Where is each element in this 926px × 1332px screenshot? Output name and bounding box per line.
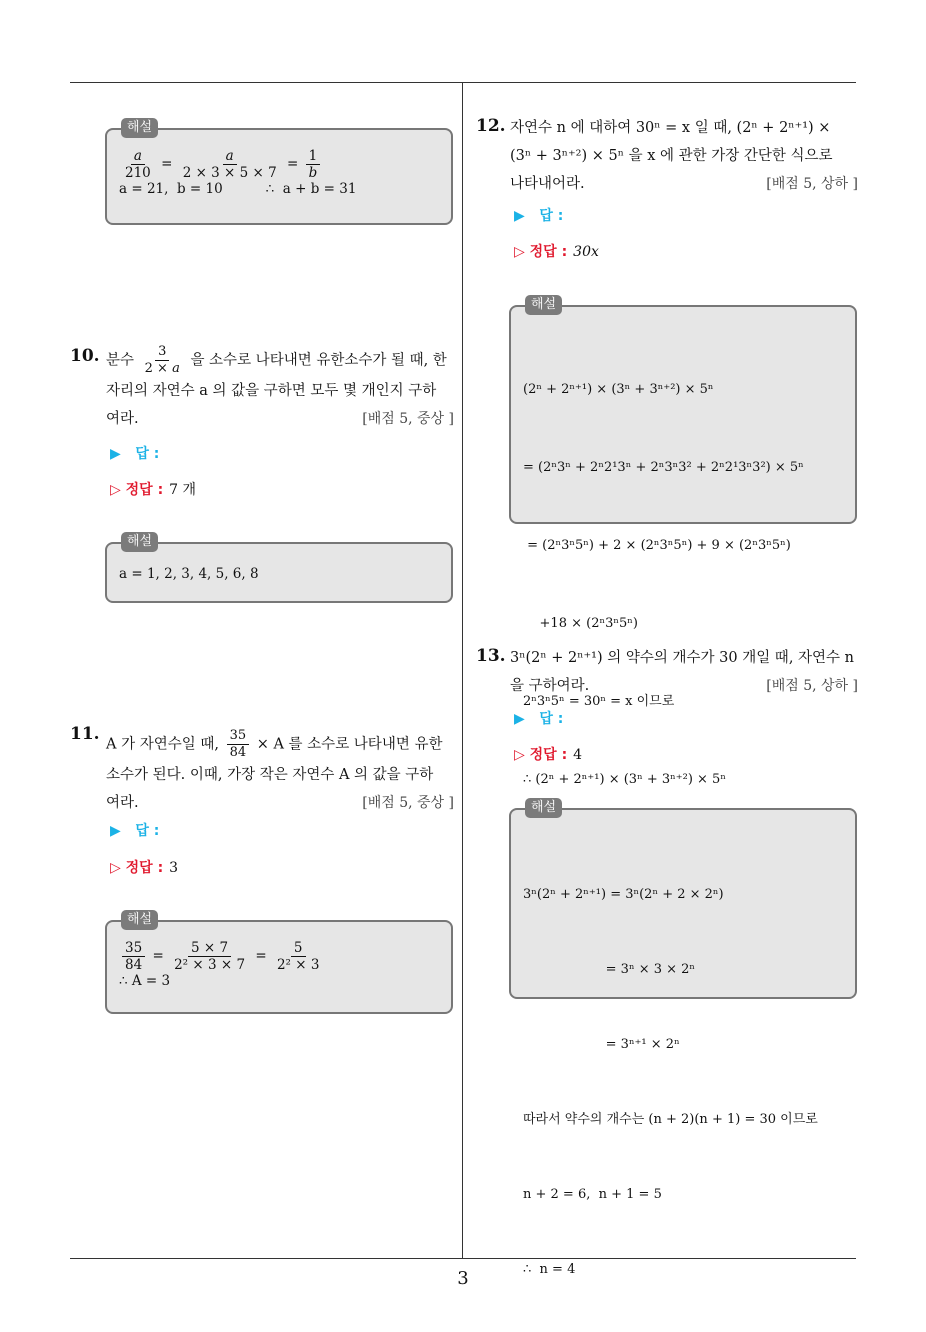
sol13-line: = 3ⁿ⁺¹ × 2ⁿ (523, 1037, 680, 1052)
q10-text: 분수 $\frac{3}{2 \times a}$ 을 소수로 나타내면 유한소수가 될 때, 한 자리의 자연수 a 의 값을 구하면 모두 몇 개인지 구하 여라. [배점 5, 중상 ] (106, 344, 454, 433)
solution-tag: 해설 (121, 910, 158, 930)
sol12-line: ∴ (2ⁿ + 2ⁿ⁺¹) × (3ⁿ + 3ⁿ⁺²) × 5ⁿ (523, 772, 726, 787)
q11-correct: ▷ 정답 : 3 (110, 860, 179, 876)
q11-score: [배점 5, 중상 ] (362, 795, 454, 811)
q12-correct: ▷ 정답 : 30x (514, 244, 599, 260)
top-rule (70, 82, 856, 83)
q12-text: 자연수 n 에 대하여 30ⁿ = x 일 때, (2ⁿ + 2ⁿ⁺¹) × (3ⁿ + 3ⁿ⁺²) × 5ⁿ 을 x 에 관한 가장 간단한 식으로 나타내어라. [배점 5, 상하 ] (510, 114, 858, 198)
column-divider (462, 82, 463, 1258)
q10-score: [배점 5, 중상 ] (362, 411, 454, 427)
sol12-line: = (2ⁿ3ⁿ5ⁿ) + 2 × (2ⁿ3ⁿ5ⁿ) + 9 × (2ⁿ3ⁿ5ⁿ) (523, 538, 791, 553)
solution-box-11 (105, 912, 453, 1014)
sol12-line: = (2ⁿ3ⁿ + 2ⁿ2¹3ⁿ + 2ⁿ3ⁿ3² + 2ⁿ2¹3ⁿ3²) × 5ⁿ (523, 460, 804, 475)
q11-text: A 가 자연수일 때, $\frac{35}{84}$ × A 를 소수로 나타내면 유한 소수가 된다. 이때, 가장 작은 자연수 A 의 값을 구하 여라. [배점 5, 중상 ] (106, 728, 454, 817)
solution-box-13 (509, 800, 857, 1277)
sol12-line: +18 × (2ⁿ3ⁿ5ⁿ) (523, 616, 638, 631)
solution-tag: 해설 (121, 532, 158, 552)
q13-number: 13. (476, 646, 506, 666)
page-number: 3 (457, 1268, 469, 1289)
q10-correct: ▷ 정답 : 7 개 (110, 482, 197, 498)
q10-number: 10. (70, 346, 100, 366)
solution-tag: 해설 (525, 295, 562, 315)
q11-answer-label: ▶ 답 : (110, 823, 160, 839)
sol13-line: ∴ n = 4 (523, 1262, 576, 1277)
q13-correct: ▷ 정답 : 4 (514, 747, 583, 763)
q12-score: [배점 5, 상하 ] (766, 176, 858, 192)
sol13-line: = 3ⁿ × 3 × 2ⁿ (523, 962, 696, 977)
sol9-fraction-line: $\frac{a}{210}$ = $\frac{a}{2 \times 3 \times 5 \times 7}$ = $\frac{1}{b}$ (119, 148, 441, 181)
q10-answer-label: ▶ 답 : (110, 446, 160, 462)
q13-text: 3ⁿ(2ⁿ + 2ⁿ⁺¹) 의 약수의 개수가 30 개일 때, 자연수 n 을 구하여라. [배점 5, 상하 ] (510, 644, 858, 700)
solution-tag: 해설 (121, 118, 158, 138)
sol12-line: 2ⁿ3ⁿ5ⁿ = 30ⁿ = x 이므로 (523, 694, 675, 709)
sol13-line: 3ⁿ(2ⁿ + 2ⁿ⁺¹) = 3ⁿ(2ⁿ + 2 × 2ⁿ) (523, 887, 724, 902)
q13-score: [배점 5, 상하 ] (766, 678, 858, 694)
q13-answer-label: ▶ 답 : (514, 711, 564, 727)
sol11-line2: ∴ A = 3 (119, 973, 171, 989)
solution-box-10 (105, 534, 453, 603)
q11-number: 11. (70, 724, 100, 744)
sol10-text: a = 1, 2, 3, 4, 5, 6, 8 (119, 566, 259, 582)
sol12-line: (2ⁿ + 2ⁿ⁺¹) × (3ⁿ + 3ⁿ⁺²) × 5ⁿ (523, 382, 714, 397)
sol13-line: 따라서 약수의 개수는 (n + 2)(n + 1) = 30 이므로 (523, 1112, 818, 1127)
q12-number: 12. (476, 116, 506, 136)
sol13-line: n + 2 = 6, n + 1 = 5 (523, 1187, 662, 1202)
solution-box-9 (105, 120, 453, 225)
solution-tag: 해설 (525, 798, 562, 818)
q12-answer-label: ▶ 답 : (514, 208, 564, 224)
sol9-line2: a = 21, b = 10 ∴ a + b = 31 (119, 181, 357, 197)
sol11-fraction-line: $\frac{35}{84}$ = $\frac{5 \times 7}{\text{2² × 3 × 7}}$ = $\frac{5}{\text{2² × 3}}$ (119, 940, 441, 973)
